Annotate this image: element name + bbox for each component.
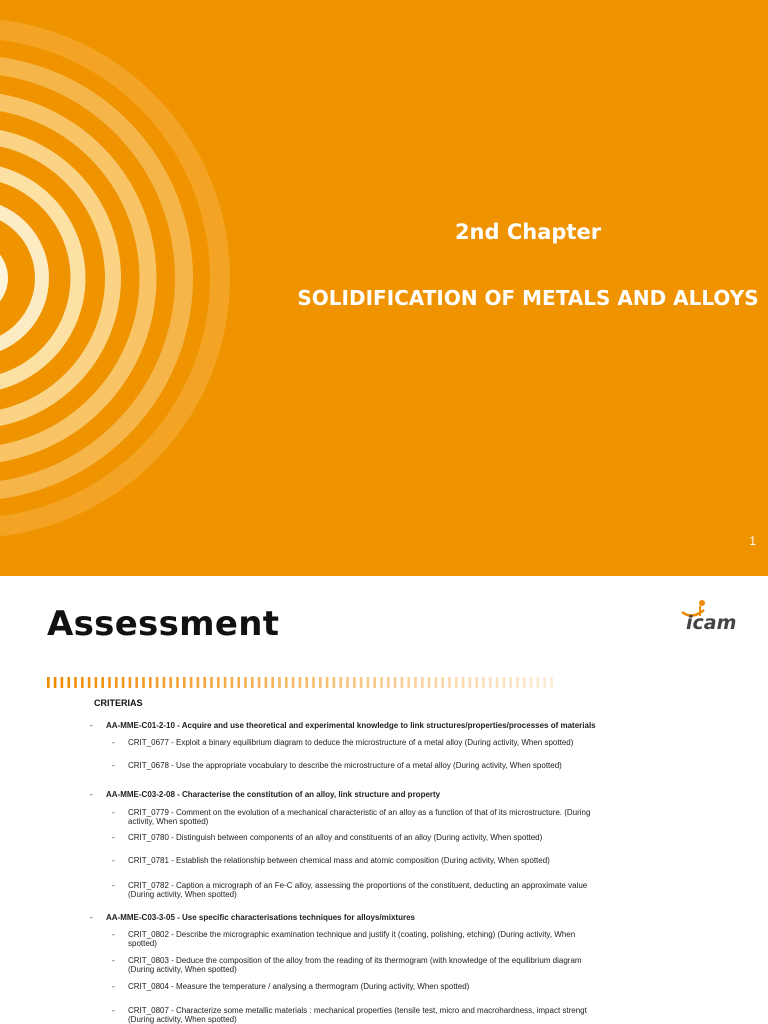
tick-mark — [469, 677, 472, 688]
tick-mark — [428, 677, 431, 688]
tick-mark — [224, 677, 227, 688]
tick-mark — [67, 677, 70, 688]
tick-mark — [271, 677, 274, 688]
tick-mark — [407, 677, 410, 688]
slide-title: Assessment — [47, 604, 280, 644]
chapter-subtitle: SOLIDIFICATION OF METALS AND ALLOYS — [297, 286, 759, 310]
tick-mark — [183, 677, 186, 688]
list-dash: - — [112, 738, 115, 747]
section-heading: CRITERIAS — [94, 698, 143, 708]
tick-mark — [156, 677, 159, 688]
tick-mark — [489, 677, 492, 688]
criterion-item-cont: (During activity, When spotted) — [128, 890, 237, 899]
tick-mark — [523, 677, 526, 688]
tick-mark — [367, 677, 370, 688]
tick-mark — [435, 677, 438, 688]
group-heading: AA-MME-C03-3-05 - Use specific characterisations techniques for alloys/mixtures — [106, 913, 415, 922]
tick-mark — [530, 677, 533, 688]
tick-mark — [319, 677, 322, 688]
tick-mark — [237, 677, 240, 688]
tick-mark — [122, 677, 125, 688]
tick-mark — [149, 677, 152, 688]
criterion-item: CRIT_0803 - Deduce the composition of the alloy from the reading of its thermogram (with knowledge of the equilibrium diagram — [128, 956, 582, 965]
tick-mark — [142, 677, 145, 688]
tick-mark — [543, 677, 546, 688]
list-dash: - — [112, 808, 115, 817]
list-dash: - — [90, 721, 93, 730]
tick-mark — [516, 677, 519, 688]
list-dash: - — [90, 790, 93, 799]
criterion-item: CRIT_0781 - Establish the relationship between chemical mass and atomic composition (During activity, When spotted) — [128, 856, 550, 865]
tick-mark — [387, 677, 390, 688]
tick-mark — [380, 677, 383, 688]
criterion-item: CRIT_0678 - Use the appropriate vocabulary to describe the microstructure of a metal alloy (During activity, When spotted) — [128, 761, 562, 770]
tick-mark — [81, 677, 84, 688]
list-dash: - — [112, 761, 115, 770]
criterion-item: CRIT_0807 - Characterize some metallic materials : mechanical properties (tensile test, micro and macrohardness, impact strengt — [128, 1006, 587, 1015]
tick-mark — [339, 677, 342, 688]
group-heading: AA-MME-C01-2-10 - Acquire and use theoretical and experimental knowledge to link structures/properties/processes of materials — [106, 721, 596, 730]
tick-mark — [115, 677, 118, 688]
tick-mark — [176, 677, 179, 688]
tick-mark — [278, 677, 281, 688]
tick-mark — [401, 677, 404, 688]
criterion-item-cont: (During activity, When spotted) — [128, 1015, 237, 1024]
tick-mark — [496, 677, 499, 688]
tick-mark — [47, 677, 50, 688]
criterion-item: CRIT_0804 - Measure the temperature / analysing a thermogram (During activity, When spotted) — [128, 982, 470, 991]
chapter-title: 2nd Chapter — [454, 220, 602, 244]
tick-mark — [414, 677, 417, 688]
tick-mark — [61, 677, 64, 688]
tick-mark — [475, 677, 478, 688]
tick-mark — [346, 677, 349, 688]
criterion-item: CRIT_0779 - Comment on the evolution of a mechanical characteristic of an alloy as a function of that of its microstructure. (During — [128, 808, 591, 817]
tick-mark — [74, 677, 77, 688]
assessment-slide — [0, 576, 768, 1024]
tick-mark — [163, 677, 166, 688]
tick-mark — [190, 677, 193, 688]
tick-mark — [421, 677, 424, 688]
tick-mark — [353, 677, 356, 688]
logo-text: icam — [686, 612, 737, 634]
tick-mark — [537, 677, 540, 688]
tick-mark — [292, 677, 295, 688]
list-dash: - — [112, 1006, 115, 1015]
tick-mark — [217, 677, 220, 688]
criterion-item: CRIT_0780 - Distinguish between components of an alloy and constituents of an alloy (During activity, When spotted) — [128, 833, 543, 842]
criterion-item-cont: activity, When spotted) — [128, 817, 209, 826]
tick-mark — [305, 677, 308, 688]
tick-mark — [210, 677, 213, 688]
decorative-tick-bar — [47, 676, 557, 690]
list-dash: - — [112, 881, 115, 890]
tick-mark — [95, 677, 98, 688]
slide-number: 1 — [749, 534, 756, 548]
concentric-arcs-decoration — [0, 0, 300, 576]
list-dash: - — [112, 833, 115, 842]
list-dash: - — [112, 930, 115, 939]
tick-mark — [312, 677, 315, 688]
tick-mark — [394, 677, 397, 688]
tick-mark — [333, 677, 336, 688]
criterion-item: CRIT_0802 - Describe the micrographic examination technique and justify it (coating, polishing, etching) (During activity, When — [128, 930, 576, 939]
list-dash: - — [112, 956, 115, 965]
tick-mark — [373, 677, 376, 688]
criterion-item: CRIT_0677 - Exploit a binary equilibrium diagram to deduce the microstructure of a metal alloy (During activity, When spotted) — [128, 738, 574, 747]
tick-mark — [258, 677, 261, 688]
tick-mark — [169, 677, 172, 688]
tick-mark — [360, 677, 363, 688]
tick-mark — [299, 677, 302, 688]
tick-mark — [265, 677, 268, 688]
tick-mark — [203, 677, 206, 688]
tick-mark — [197, 677, 200, 688]
tick-mark — [54, 677, 57, 688]
list-dash: - — [90, 913, 93, 922]
tick-mark — [285, 677, 288, 688]
tick-mark — [129, 677, 132, 688]
tick-mark — [441, 677, 444, 688]
tick-mark — [101, 677, 104, 688]
tick-mark — [509, 677, 512, 688]
tick-mark — [455, 677, 458, 688]
group-heading: AA-MME-C03-2-08 - Characterise the constitution of an alloy, link structure and property — [106, 790, 441, 799]
list-dash: - — [112, 982, 115, 991]
tick-mark — [550, 677, 553, 688]
criterion-item-cont: (During activity, When spotted) — [128, 965, 237, 974]
tick-mark — [108, 677, 111, 688]
tick-mark — [88, 677, 91, 688]
list-dash: - — [112, 856, 115, 865]
arc-core — [0, 240, 8, 316]
tick-mark — [482, 677, 485, 688]
icam-logo — [678, 598, 748, 638]
tick-mark — [231, 677, 234, 688]
tick-mark — [135, 677, 138, 688]
tick-mark — [503, 677, 506, 688]
tick-mark — [448, 677, 451, 688]
tick-mark — [244, 677, 247, 688]
tick-mark — [462, 677, 465, 688]
tick-mark — [326, 677, 329, 688]
criterion-item: CRIT_0782 - Caption a micrograph of an Fe-C alloy, assessing the proportions of the constituent, deducting an approximate value — [128, 881, 588, 890]
criterion-item-cont: spotted) — [128, 939, 157, 948]
tick-mark — [251, 677, 254, 688]
